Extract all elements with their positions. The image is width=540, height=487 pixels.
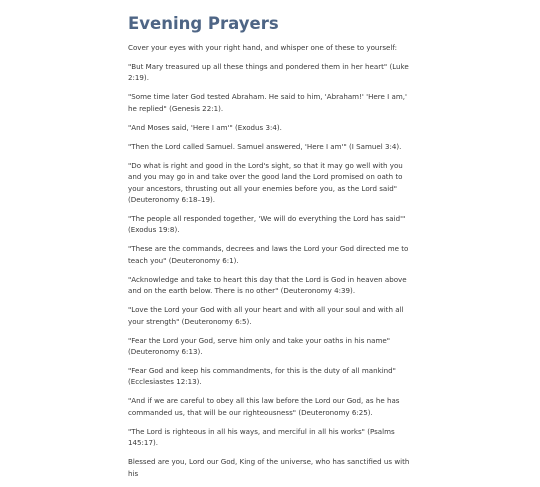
article (128, 13, 414, 487)
verse-paragraph: "Some time later God tested Abraham. He said to him, 'Abraham!' 'Here I am,' he replied" (Genesis 22:1). (128, 92, 407, 113)
verse-paragraph: Blessed are you, Lord our God, King of the universe, who has sanctified us with his (128, 457, 410, 478)
verse-paragraph: "Fear God and keep his commandments, for this is the duty of all mankind" (Ecclesiastes 12:13). (128, 366, 396, 387)
verse-paragraph: "And if we are careful to obey all this law before the Lord our God, as he has commanded us, that will be our righteousness" (Deuteronomy 6:25). (128, 396, 400, 417)
verse-paragraph: "The people all responded together, 'We will do everything the Lord has said'" (Exodus 19:8). (128, 214, 406, 235)
verse-paragraph: "Love the Lord your God with all your heart and with all your soul and with all your strength" (Deuteronomy 6:5). (128, 305, 404, 326)
verse-list (128, 61, 414, 479)
verse-paragraph: "These are the commands, decrees and laws the Lord your God directed me to teach you" (Deuteronomy 6:1). (128, 244, 409, 265)
verse-paragraph: "And Moses said, 'Here I am'" (Exodus 3:4). (128, 122, 282, 132)
verse-paragraph: "But Mary treasured up all these things and pondered them in her heart" (Luke 2:19). (128, 62, 409, 83)
page-title: Evening Prayers (128, 14, 279, 33)
verse-paragraph: "The Lord is righteous in all his ways, and merciful in all his works" (Psalms 145:17). (128, 426, 395, 448)
verse-paragraph: "Acknowledge and take to heart this day that the Lord is God in heaven above and on the earth below. There is no other" (Deuteronomy 4:39). (128, 274, 407, 296)
intro-text: Cover your eyes with your right hand, and whisper one of these to yourself: (128, 43, 397, 52)
verse-paragraph: "Then the Lord called Samuel. Samuel answered, 'Here I am'" (I Samuel 3:4). (128, 141, 402, 151)
verse-paragraph: "Fear the Lord your God, serve him only and take your oaths in his name" (Deuteronomy 6:13). (128, 335, 391, 357)
verse-paragraph: "Do what is right and good in the Lord's sight, so that it may go well with you and you may go in and take over the good land the Lord promised on oath to your ancestors, thrusting out all your enemies before you, as the Lord said" (Deuteronomy 6:18–19). (128, 160, 403, 205)
